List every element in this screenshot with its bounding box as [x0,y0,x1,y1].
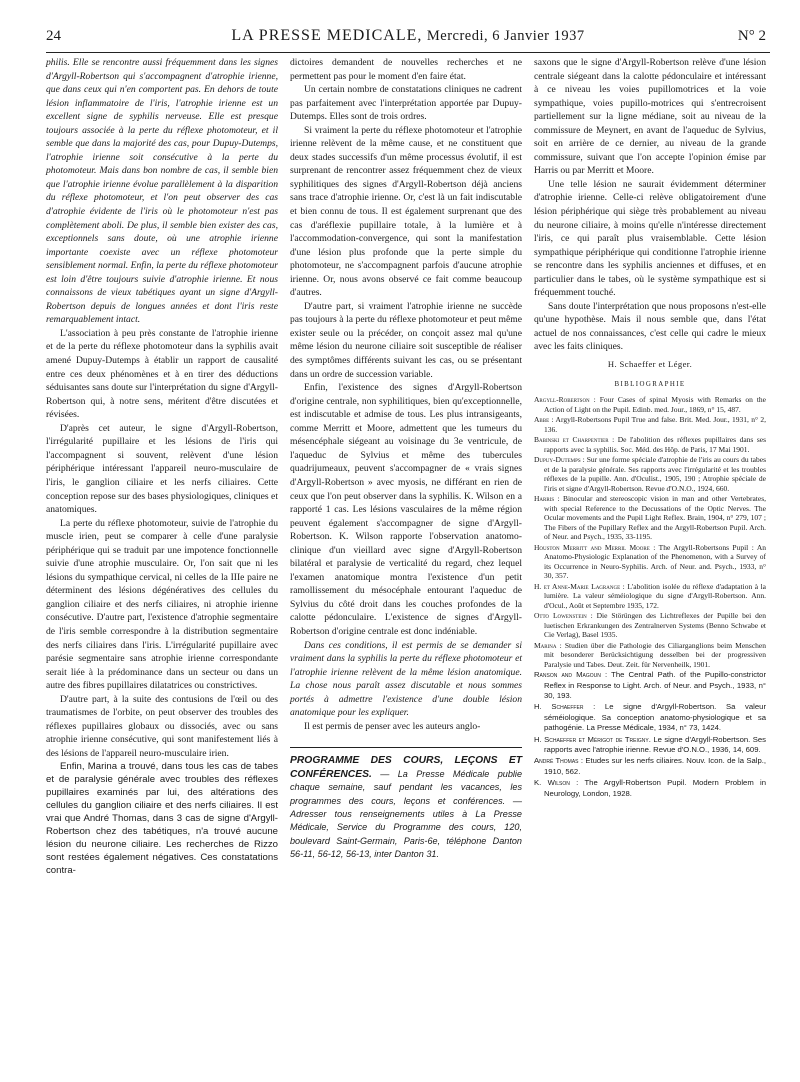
bibliography-entry: Marina : Studien über die Pathologie des Ciliarganglions beim Menschen mit besonderer Berücksichtigung desselben bei der progressiven Paralysie und Tabes. Deut. Zeit. für Nervenheilk, 1901. [534,640,766,669]
paragraph: Sans doute l'interprétation que nous proposons n'est-elle qu'une hypothèse. Mais il nous semble que, dans l'état actuel de nos connaissances, c'est celle qui cadre le mieux avec les faits cliniques. [534,300,766,353]
program-body: — La Presse Médicale publie chaque semaine, sauf pendant les vacances, les programmes des cours, leçons et conférences. — Adresser tous renseignements utiles à La Presse Médicale, Service du Programme des cours, 120, boulevard Saint-Germain, Paris-6e, téléphone Danton 56-11, 56-12, 56-13, inter Danton 31. [290,768,522,860]
bibliography-entry: Abbe : Argyll-Robertsons Pupil True and false. Brit. Med. Jour., 1931, n° 2, 136. [534,415,766,434]
paragraph: Enfin, Marina a trouvé, dans tous les cas de tabes et de paralysie générale avec troubles des réflexes pupillaires examinés par lui, des altérations des cellules du ganglion ciliaire et des nerfs ciliaires. Il est vrai que André Thomas, dans 3 cas de signe d'Argyll-Robertson chez des tabétiques, n'a trouvé aucune lésion du neurone ciliaire. Les recherches de Rizzo sont restées également négatives. Ces constatations contra- [46,761,278,877]
bibliography-entry: H. Schaeffer et Mérigot de Treigny. Le signe d'Argyll-Robertson. Ses rapports avec l'atrophie irienne. Revue d'O.N.O., 1936, 14, 609. [534,734,766,754]
bibliography-entry: H. et Anne-Marie Lagrange : L'abolition isolée du réflexe d'adaptation à la lumière. La valeur séméiologique du signe d'Argyll-Robertson. Ann. d'Ocul., Août et Septembre 1935, 172. [534,581,767,610]
bibliography-entry: Babinski et Charpentier : De l'abolition des réflexes pupillaires dans ses rapports avec la syphilis. Soc. Méd. des Hôp. de Paris, 17 Mai 1901. [534,435,767,454]
bibliography-entry: H. Schaeffer : Le signe d'Argyll-Robertson. Sa valeur séméiologique. Sa conception anatomo-physiologique et sa pathogénie. La Presse Médicale, 1934, n° 73, 1424. [534,702,766,733]
issue-date: Mercredi, 6 Janvier 1937 [426,28,585,44]
program-notice [290,754,522,861]
paragraph: philis. Elle se rencontre aussi fréquemment dans les signes d'Argyll-Robertson qui s'accompagnent d'atrophie irienne, que dans ceux qui n'en comportent pas. En dehors de toute lésion inflammatoire de l'iris, l'atrophie irienne est un excellent signe de syphilis nerveuse. Elle est presque toujours associée à la perte du réflexe photomoteur, et il semble que dans la majorité des cas, pour Dupuy-Dutemps, l'atrophie irienne soit consécutive à la perte du photomoteur. Mais dans bon nombre de cas, il semble bien que l'atrophie irienne évolue parallèlement à la disparition du réflexe photomoteur, et l'on peut observer des cas d'atrophie évidente de l'iris où le photomoteur n'est pas complètement aboli. De plus, il semble bien exister des cas, exceptionnels sans doute, où une atrophie irienne importante coexiste avec un réflexe photomoteur sensiblement normal. Enfin, la perte du réflexe photomoteur est loin d'être toujours suivie d'atrophie irienne. Et nous connaissons de vieux tabétiques ayant un signe d'Argyll-Robertson depuis de longues années et dont l'iris reste remarquablement intact. [46,57,278,326]
bibliography-entry: Argyll-Robertson : Four Cases of spinal Myosis with Remarks on the Action of Light on the Pupil. Edinb. med. Jour., 1869, n° 15, 487. [534,395,767,414]
paragraph: Enfin, l'existence des signes d'Argyll-Robertson d'origine centrale, non syphilitiques, bien qu'exceptionnelle, est indiscutable et admise de tous. Les plus intransigeants, comme Merritt et Moore, admettent que les tumeurs du mésencéphale siégeant au voisinage du 3e ventricule, de l'aqueduc de Sylvius et même des tubercules quadrijumeaux, peuvent s'accompagner de « vrais signes d'Argyll-Robertson » avec myosis, ne différant en rien de ceux que l'on peut observer dans la syphilis. K. Wilson en a rapporté 1 cas. Les lésions vasculaires de la même région peuvent également s'accompagner de signe d'Argyll-Robertson. K. Wilson rapporte l'observation anatomo-clinique d'un vieillard avec signe d'Argyll-Robertson bilatéral et paralysie de verticalité du regard, chez lequel l'examen anatomique montra l'existence d'un petit ramollissement du mésocéphale entourant l'aqueduc de Sylvius du côté droit dans les couches profondes de la calotte pédonculaire. L'existence de signes d'Argyll-Robertson d'origine centrale est donc indéniable. [290,382,522,637]
bibliography-entry: Houston Merritt and Merril Moore : The Argyll-Robertsons Pupil : An Anatomo-Physiologic Explanation of the Phenomenon, with a Survey of its Occurrence in Neuro-Syphilis. Arch. of Neur. and. Psych., 1933, n° 30, 357. [534,542,766,581]
running-title [46,27,770,45]
bibliography-entry: Harris : Binocular and stereoscopic vision in man and other Vertebrates, with special Reference to the Decussations of the Optic Nerves. The Ocular movements and the Pupil Light Reflex. Brain, 1904, n° 279, 107 ; The Fibers of the Pupillary Reflex and the Argyll-Robertson Pupil. Arch. of Neur. and Psych., 1935, 33-1195. [534,494,767,542]
paragraph: Une telle lésion ne saurait évidemment déterminer d'atrophie irienne. Celle-ci relève obligatoirement d'une lésion périphérique qui siège très probablement au niveau du neurone ciliaire, à moins qu'elle n'intéresse directement l'iris, ce qui paraît plus vraisemblable. Cette lésion sympathique périphérique qui conditionne l'atrophie irienne se rencontre dans les syphilis anciennes et diffuses, et en particulier dans le tabes, où le système sympathique est si fréquemment touché. [534,178,766,299]
paragraph: Il est permis de penser avec les auteurs anglo- [304,720,481,732]
bibliography-entry: K. Wilson : The Argyll-Robertson Pupil. Modern Problem in Neurology, London, 1928. [534,778,767,798]
bibliography-entry: Dupuy-Dutemps : Sur une forme spéciale d'atrophie de l'iris au cours du tabes et de la paralysie générale. Ses rapports avec l'irrégularité et les troubles réflexes de la pupille. Ann. d'Oculist., 1905, 190 ; Atrophie spéciale de l'iris et signe d'Argyll-Robertson. Revue d'O.N.O., 1924, 660. [534,455,766,493]
paragraph: dictoires demandent de nouvelles recherches et ne permettent pas pour le moment d'en faire état. [290,57,522,82]
section-rule [290,747,522,748]
bibliography-list [534,395,766,669]
bibliography-entry: Otto Lowenstein : Die Störüngen des Lichtreflexes der Pupille bei den luetischen Erkrankungen des Zentralnerven Systems (Benno Schwabe et Cie Verlag), Basel 1935. [534,611,767,640]
paragraph: D'après cet auteur, le signe d'Argyll-Robertson, l'irrégularité pupillaire et les lésions de l'iris qui l'accompagnent si souvent, relèvent d'une lésion périphérique intéressant l'appareil neuro-musculaire de l'iris, le ganglion ciliaire et les nerfs ciliaires. Cette conception repose sur des bases physiologiques, cliniques et anatomiques. [46,422,278,516]
column-3 [534,56,766,877]
paragraph: D'autre part, si vraiment l'atrophie irienne ne succède pas toujours à la perte du réflexe photomoteur et peut même exister seule ou la précéder, on conçoit assez mal qu'une même lésion du neurone ciliaire soit susceptible de réaliser des symptômes différents suivant les cas, ou se présentant dans un ordre de succession variable. [290,300,522,380]
page-number: 24 [46,28,61,44]
paragraph: D'autre part, à la suite des contusions de l'œil ou des traumatismes de l'orbite, on peut observer des troubles des réflexes pupillaires globaux ou dissociés, avec ou sans atrophie irienne consécutive, qui sont manifestement liés à des lésions de l'appareil neuro-musculaire irien. [46,693,278,759]
issue-number: N° 2 [737,28,766,44]
column-1 [46,56,278,877]
paragraph: La perte du réflexe photomoteur, suivie de l'atrophie du muscle irien, peut se comparer à celle d'une paralysie périphérique qui se traduit par une impotence fonctionnelle suivie d'une atrophie musculaire. Or, l'on sait que ni les lésions du sympathique cervical, ni celles de la IIIe paire ne déterminent des lésions dégénératives des cellules du ganglion ciliaire et des nerfs ciliaires, ni atrophie irienne consécutive. D'autre part, l'existence d'atrophie segmentaire de l'iris semble correspondre à la distribution segmentaire des nerfs ciliaires dans l'iris. L'irrégularité pupillaire avec parésie segmentaire sans atrophie irienne correspondante serait liée à la prédominance dans un secteur ou dans un autre des fibres pupillaires dilatatrices ou constrictives. [46,517,278,692]
bibliography-heading: BIBLIOGRAPHIE [614,380,686,388]
bibliography-list-continued [534,670,766,799]
column-2 [290,56,522,877]
paragraph: saxons que le signe d'Argyll-Robertson relève d'une lésion centrale siégeant dans la calotte pédonculaire et intéressant à ce niveau les voies pupillomotrices et la voie sympathique, voies pupillo-motrices qui s'entrecroisent partiellement sur la ligne médiane, soit au niveau de la commissure de Meynert, en avant de l'aqueduc de Sylvius, soit en arrière de ce dernier, au niveau de la grande commissure, suivant que l'on accepte l'opinion émise par Harris ou par Merritt et Moore. [534,57,766,177]
page-header [46,26,770,52]
paragraph: L'association à peu près constante de l'atrophie irienne et de la perte du réflexe photomoteur dans la syphilis avait amené Dupuy-Dutemps à établir un rapport de causalité entre ces deux phénomènes et à en tirer des déductions séduisantes sans doute sur l'interprétation du signe d'Argyll-Robertson qui, à notre sens, méritent d'être discutées et révisées. [46,327,278,421]
bibliography-entry: Ranson and Magoun : The Central Path. of the Pupillo-constrictor Reflex in Response to Light. Arch. of Neur. and Psych., 1933, n° 30, 193. [534,670,767,700]
bibliography-entry: André Thomas : Etudes sur les nerfs ciliaires. Nouv. Icon. de la Salp., 1910, 562. [534,756,767,776]
author-signature: H. Schaeffer et Léger. [607,359,693,370]
paragraph: Dans ces conditions, il est permis de se demander si vraiment dans la syphilis la perte du réflexe photomoteur et l'atrophie irienne relèvent de la même lésion anatomique. La chose nous paraît assez discutable et nous sommes portés à admettre l'existence d'une double lésion anatomique pour les expliquer. [290,639,522,719]
header-rule [46,52,770,53]
journal-name: LA PRESSE MEDICALE, [231,27,423,44]
paragraph: Un certain nombre de constatations cliniques ne cadrent pas parfaitement avec l'interprétation apportée par Dupuy-Dutemps. Elles sont de trois ordres. [290,84,522,123]
text-columns [46,56,770,877]
paragraph: Si vraiment la perte du réflexe photomoteur et l'atrophie irienne relèvent de la même cause, et ne constituent que deux stades successifs d'un même processus évolutif, il est surprenant de rencontrer assez fréquemment chez de vieux syphilitiques des signes d'Argyll-Robertson déjà anciens sans trace d'atrophie irienne. Or, c'est là un fait indiscutable et bien connu de tous. Il est également surprenant que des cas d'aréflexie pupillaire totale, à la lumière et à l'accommodation-convergence, qui sont la manifestation d'une lésion plus profonde que la perte simple du photomoteur, ne s'accompagnent parfois d'aucune atrophie irienne. Or, nous avons observé ce fait comme beaucoup d'autres. [290,124,522,299]
program-heading: PROGRAMME DES COURS, LEÇONS ET CONFÉRENCES. [290,755,522,780]
